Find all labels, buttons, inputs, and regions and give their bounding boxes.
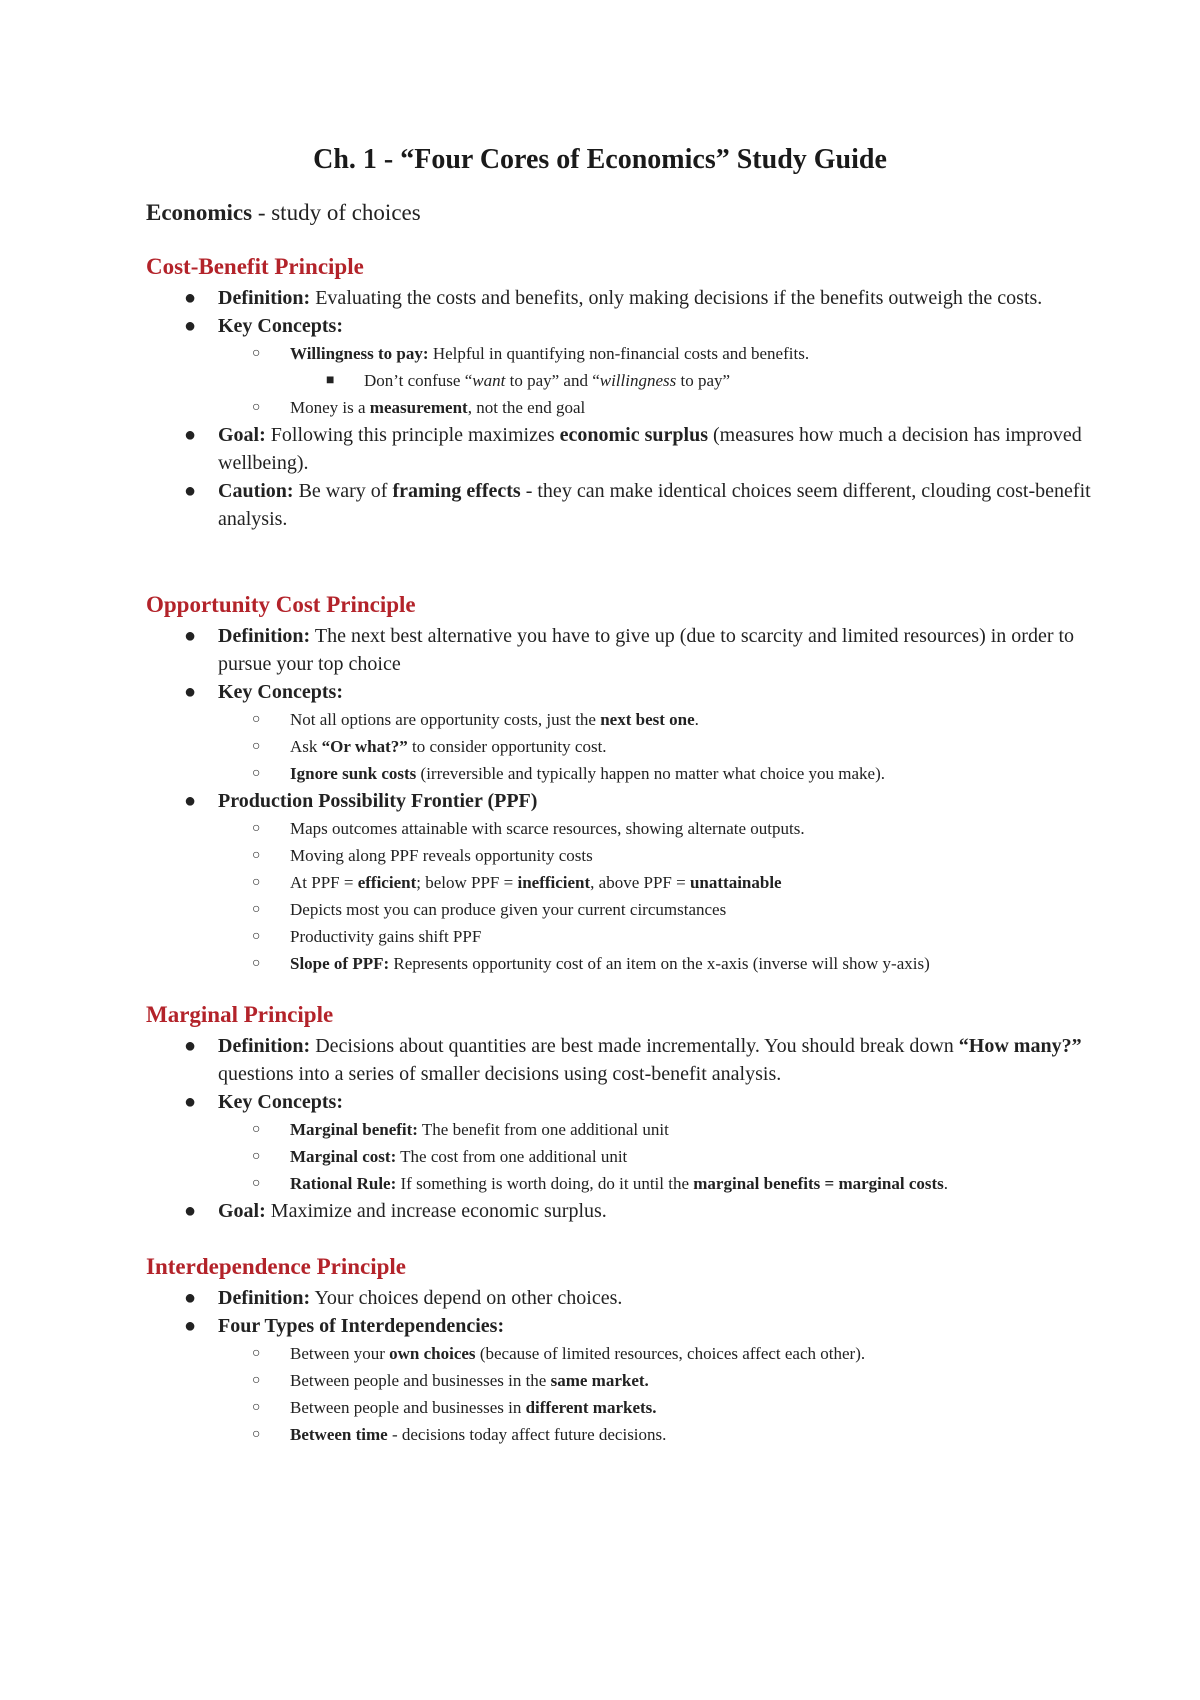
bullet-icon: ● <box>184 1091 197 1113</box>
item-text: Be wary of <box>293 480 393 502</box>
item-text: (because of limited resources, choices affect each other). <box>475 1344 866 1363</box>
bullet-icon: ● <box>184 1035 197 1057</box>
sub-item <box>146 1143 1096 1170</box>
circle-bullet-icon: ○ <box>252 1400 261 1415</box>
item-text: Ask <box>290 737 322 756</box>
item-label: Marginal benefit: <box>290 1120 418 1139</box>
circle-bullet-icon: ○ <box>252 1176 261 1191</box>
section-heading: Cost-Benefit Principle <box>146 254 364 279</box>
item-bold: measurement <box>369 398 468 417</box>
list-item <box>146 678 1096 787</box>
item-label: Caution: <box>218 480 294 502</box>
circle-bullet-icon: ○ <box>252 929 261 944</box>
circle-bullet-icon: ○ <box>252 346 261 361</box>
item-text: . <box>694 710 699 729</box>
circle-bullet-icon: ○ <box>252 848 261 863</box>
bullet-list <box>146 284 1096 533</box>
sub-item <box>146 869 1096 896</box>
sub-item <box>146 394 1096 421</box>
item-text: At PPF = <box>290 873 358 892</box>
item-text: - decisions today affect future decisions. <box>387 1425 667 1444</box>
item-bold: Ignore sunk costs <box>290 764 417 783</box>
sub-item <box>146 1170 1096 1197</box>
list-item <box>146 1088 1096 1197</box>
item-text: , not the end goal <box>467 398 586 417</box>
item-bold: different markets. <box>525 1398 657 1417</box>
item-text: If something is worth doing, do it until the <box>396 1174 694 1193</box>
item-label: Key Concepts: <box>218 1091 343 1113</box>
sub-item <box>146 760 1096 787</box>
item-emphasis: willingness <box>599 371 677 390</box>
section-cost-benefit <box>146 250 1096 533</box>
sub-item <box>146 733 1096 760</box>
item-bold: Between time <box>290 1425 388 1444</box>
item-text: (measures how much a decision has improved wellbeing). <box>218 424 1082 474</box>
circle-bullet-icon: ○ <box>252 712 261 727</box>
item-bold: inefficient <box>517 873 591 892</box>
item-text: Between your <box>290 1344 390 1363</box>
item-label: Key Concepts: <box>218 315 343 337</box>
item-label: Definition: <box>218 1035 311 1057</box>
section-marginal <box>146 998 1096 1225</box>
item-bold: own choices <box>389 1344 476 1363</box>
intro-line <box>146 200 421 226</box>
item-text: Between people and businesses in <box>290 1398 526 1417</box>
item-text: Represents opportunity cost of an item on the x-axis (inverse will show y-axis) <box>389 954 930 973</box>
item-text: Productivity gains shift PPF <box>290 927 482 946</box>
item-text: Your choices depend on other choices. <box>310 1287 623 1309</box>
intro-rest: - study of choices <box>252 200 421 225</box>
item-label: Rational Rule: <box>290 1174 397 1193</box>
circle-bullet-icon: ○ <box>252 902 261 917</box>
item-text: questions into a series of smaller decisions using cost-benefit analysis. <box>218 1063 782 1085</box>
item-label: Goal: <box>218 424 266 446</box>
section-heading: Opportunity Cost Principle <box>146 592 416 617</box>
sub-list <box>218 1116 1096 1197</box>
sub-item <box>146 1116 1096 1143</box>
item-text: , above PPF = <box>590 873 690 892</box>
item-text: (irreversible and typically happen no matter what choice you make). <box>416 764 886 783</box>
bullet-icon: ● <box>184 681 197 703</box>
item-text: Following this principle maximizes <box>265 424 560 446</box>
item-text: Helpful in quantifying non-financial costs and benefits. <box>428 344 810 363</box>
item-text: ; below PPF = <box>416 873 518 892</box>
item-label: Slope of PPF: <box>290 954 390 973</box>
item-bold: framing effects <box>392 480 521 502</box>
circle-bullet-icon: ○ <box>252 1122 261 1137</box>
item-bold: same market. <box>550 1371 649 1390</box>
circle-bullet-icon: ○ <box>252 400 261 415</box>
item-label: Four Types of Interdependencies: <box>218 1315 505 1337</box>
circle-bullet-icon: ○ <box>252 1427 261 1442</box>
item-text: to pay” <box>676 371 731 390</box>
bullet-icon: ● <box>184 480 197 502</box>
item-text: . <box>943 1174 949 1193</box>
sub-list <box>218 1340 1096 1448</box>
circle-bullet-icon: ○ <box>252 1149 261 1164</box>
item-label: Definition: <box>218 625 311 647</box>
item-text: Not all options are opportunity costs, just the <box>290 710 601 729</box>
sub-item <box>146 923 1096 950</box>
list-item <box>146 421 1096 477</box>
page-title: Ch. 1 - “Four Cores of Economics” Study Guide <box>313 144 887 175</box>
list-item <box>146 1284 1096 1312</box>
sub-item <box>146 1340 1096 1367</box>
bullet-icon: ● <box>184 1200 197 1222</box>
item-text: Evaluating the costs and benefits, only making decisions if the benefits outweigh the costs. <box>310 287 1043 309</box>
item-text: The benefit from one additional unit <box>417 1120 669 1139</box>
sub-sub-item <box>146 367 1096 394</box>
item-text: Between people and businesses in the <box>290 1371 551 1390</box>
bullet-list <box>146 1032 1096 1225</box>
item-text: to consider opportunity cost. <box>407 737 607 756</box>
list-item <box>146 1312 1096 1448</box>
bullet-icon: ● <box>184 287 197 309</box>
item-label: Production Possibility Frontier (PPF) <box>218 790 538 812</box>
bullet-icon: ● <box>184 1287 197 1309</box>
intro-term: Economics <box>146 200 253 225</box>
bullet-list <box>146 1284 1096 1448</box>
item-text: Decisions about quantities are best made incrementally. You should break down <box>310 1035 959 1057</box>
list-item <box>146 622 1096 678</box>
circle-bullet-icon: ○ <box>252 766 261 781</box>
item-label: Goal: <box>218 1200 266 1222</box>
item-text: Don’t confuse “ <box>364 371 473 390</box>
item-bold: “How many?” <box>958 1035 1082 1057</box>
sub-item <box>146 842 1096 869</box>
bullet-icon: ● <box>184 790 197 812</box>
item-text: - they can make identical choices seem different, clouding cost-benefit analysis. <box>218 480 1091 530</box>
list-item <box>146 284 1096 312</box>
list-item <box>146 787 1096 977</box>
item-label: Definition: <box>218 287 311 309</box>
list-item <box>146 1197 1096 1225</box>
item-bold: “Or what?” <box>321 737 408 756</box>
item-bold: next best one <box>600 710 695 729</box>
item-label: Key Concepts: <box>218 681 343 703</box>
circle-bullet-icon: ○ <box>252 956 261 971</box>
sub-item <box>146 1394 1096 1421</box>
bullet-icon: ● <box>184 315 197 337</box>
bullet-list <box>146 622 1096 977</box>
sub-item <box>146 1421 1096 1448</box>
section-heading: Interdependence Principle <box>146 1254 406 1279</box>
section-interdependence <box>146 1250 1096 1448</box>
item-text: Moving along PPF reveals opportunity costs <box>290 846 593 865</box>
sub-list <box>218 340 1096 421</box>
circle-bullet-icon: ○ <box>252 739 261 754</box>
item-text: to pay” and “ <box>505 371 600 390</box>
item-label: Marginal cost: <box>290 1147 397 1166</box>
item-bold: unattainable <box>689 873 782 892</box>
sub-item <box>146 896 1096 923</box>
sub-list <box>218 706 1096 787</box>
sub-item <box>146 950 1096 977</box>
sub-item <box>146 340 1096 394</box>
circle-bullet-icon: ○ <box>252 1346 261 1361</box>
sub-item <box>146 1367 1096 1394</box>
sub-sub-list <box>290 367 1096 394</box>
list-item <box>146 1032 1096 1088</box>
item-bold: efficient <box>357 873 417 892</box>
item-bold: marginal benefits = marginal costs <box>693 1174 944 1193</box>
section-heading: Marginal Principle <box>146 1002 334 1027</box>
circle-bullet-icon: ○ <box>252 821 261 836</box>
section-opportunity-cost <box>146 588 1096 977</box>
square-bullet-icon: ■ <box>326 373 335 388</box>
item-text: The cost from one additional unit <box>396 1147 628 1166</box>
item-text: The next best alternative you have to give up (due to scarcity and limited resources) in order to pursue your top choice <box>218 625 1075 675</box>
item-text: Maps outcomes attainable with scarce resources, showing alternate outputs. <box>290 819 805 838</box>
item-text: Depicts most you can produce given your current circumstances <box>290 900 727 919</box>
item-bold: economic surplus <box>559 424 708 446</box>
item-text: Money is a <box>290 398 370 417</box>
sub-list <box>218 815 1096 977</box>
circle-bullet-icon: ○ <box>252 875 261 890</box>
item-label: Willingness to pay: <box>290 344 429 363</box>
item-emphasis: want <box>472 371 506 390</box>
sub-item <box>146 706 1096 733</box>
item-label: Definition: <box>218 1287 311 1309</box>
bullet-icon: ● <box>184 625 197 647</box>
list-item <box>146 312 1096 421</box>
item-text: Maximize and increase economic surplus. <box>265 1200 607 1222</box>
bullet-icon: ● <box>184 424 197 446</box>
circle-bullet-icon: ○ <box>252 1373 261 1388</box>
sub-item <box>146 815 1096 842</box>
list-item <box>146 477 1096 533</box>
bullet-icon: ● <box>184 1315 197 1337</box>
